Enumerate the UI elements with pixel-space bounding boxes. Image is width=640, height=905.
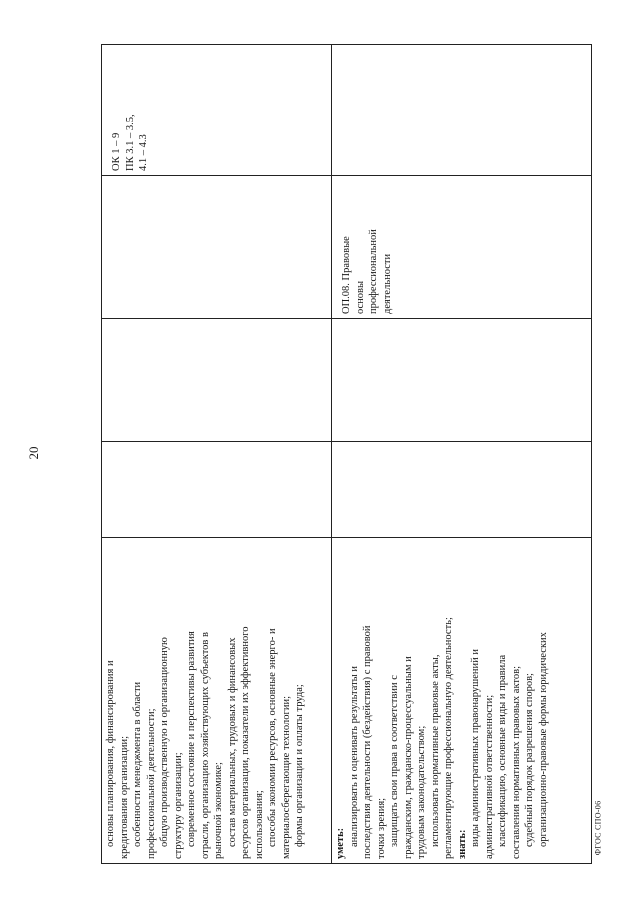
competence-codes: ОК 1 – 9 ПК 3.1 – 3.5, 4.1 – 4.3 <box>111 114 149 171</box>
requirements-cell <box>102 538 332 864</box>
text-line: виды административных правонарушений и <box>470 649 481 847</box>
hours-cell <box>332 442 592 538</box>
competences-cell <box>102 45 332 176</box>
skills-list <box>348 542 456 859</box>
table-row <box>102 45 332 864</box>
text-line: защищать свои права в соответствии с <box>389 675 400 847</box>
text-line: рыночной экономике; <box>213 762 224 859</box>
hours-cell <box>332 319 592 442</box>
text-line: составления нормативных правовых актов; <box>510 665 522 859</box>
knowledge-list <box>104 542 307 859</box>
discipline-cell <box>102 176 332 319</box>
text-line: профессиональной деятельности; <box>145 708 157 859</box>
text-line: последствия деятельности (бездействия) с правовой <box>362 625 373 859</box>
table-row <box>332 45 592 864</box>
text-line: гражданским, гражданско-процессуальным и <box>402 656 414 859</box>
requirements-cell <box>332 538 592 864</box>
text-line: судебный порядок разрешения споров; <box>524 673 535 847</box>
text-line: формы организации и оплаты труда; <box>294 684 305 847</box>
text-line: трудовым законодательством; <box>416 725 427 859</box>
text-line: использовать нормативные правовые акты, <box>429 654 441 847</box>
discipline-name: ОП.08. Правовые основы профессиональной деятельности <box>341 229 393 314</box>
hours-cell <box>102 442 332 538</box>
skills-heading: уметь: <box>335 827 346 859</box>
curriculum-table-sheet <box>101 45 583 864</box>
text-line: структуру организации; <box>172 752 184 859</box>
footer-document-code: ФГОС СПО-06 <box>593 800 603 856</box>
text-line: общую производственную и организационную <box>159 637 170 847</box>
discipline-cell <box>332 176 592 319</box>
knowledge-list <box>469 542 550 859</box>
knowledge-heading: знать: <box>456 829 468 859</box>
text-line: использования; <box>253 790 265 859</box>
text-line: особенности менеджмента в области <box>132 681 143 847</box>
text-line: современное состояние и перспективы развития <box>186 631 197 847</box>
hours-cell <box>102 319 332 442</box>
text-line: кредитования организации; <box>118 736 130 859</box>
text-line: точки зрения; <box>375 797 387 859</box>
text-line: анализировать и оценивать результаты и <box>348 666 360 847</box>
text-line: ресурсов организации, показатели их эффективного <box>240 626 251 859</box>
curriculum-table <box>101 44 592 864</box>
page-number: 20 <box>26 446 41 460</box>
text-line: отрасли, организацию хозяйствующих субъектов в <box>199 632 211 859</box>
text-line: регламентирующие профессиональную деятельность; <box>443 617 454 859</box>
text-line: способы экономии ресурсов, основные энерго- и <box>267 628 278 847</box>
text-line: состав материальных, трудовых и финансовых <box>226 637 238 847</box>
text-line: материалосберегающие технологии; <box>280 696 292 859</box>
text-line: основы планирования, финансирования и <box>105 660 116 847</box>
text-line: организационно-правовые формы юридических <box>537 632 549 847</box>
text-line: административной ответственности; <box>483 694 495 859</box>
competences-cell <box>332 45 592 176</box>
text-line: классификацию, основные виды и правила <box>497 654 508 847</box>
